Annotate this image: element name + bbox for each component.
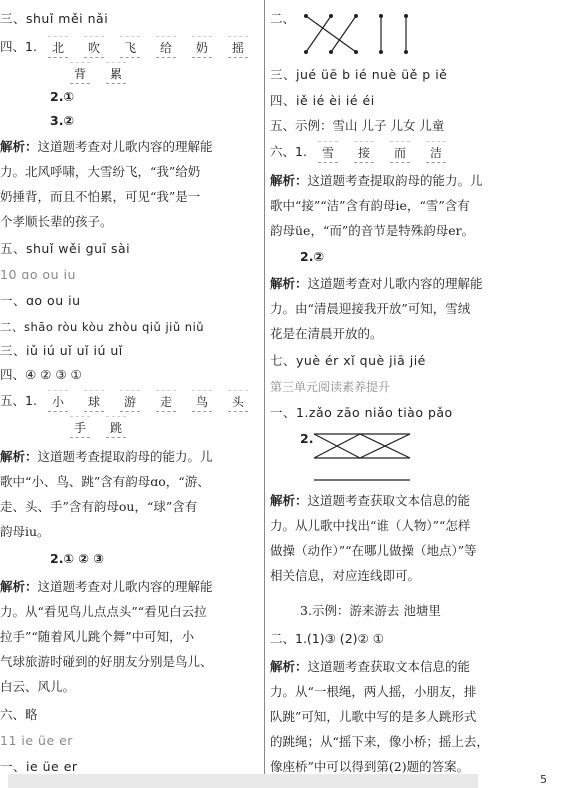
- char-box: 吹: [84, 36, 104, 58]
- column-divider: [264, 0, 265, 788]
- char-box: 北: [48, 36, 68, 58]
- lesson-11-answer-7: 七、yuè ér xǐ què jiā jié: [270, 353, 426, 368]
- analysis-2-line-4: 韵母iu。: [0, 524, 50, 539]
- unit-3-answer-1-1: 一、1.zǎo zāo niǎo tiào pǎo: [270, 405, 453, 420]
- analysis-7-line-1: 解析：这道题考查获取文本信息的能: [270, 659, 471, 674]
- char-box: 走: [156, 390, 176, 412]
- lesson-10-answer-4: 四、④ ② ③ ①: [0, 367, 82, 382]
- lesson-10-answer-1: 一、ɑo ou iu: [0, 293, 81, 308]
- lesson-11-answer-2-label: 二、: [270, 11, 296, 26]
- char-box: 鸟: [192, 390, 212, 412]
- matching-diagram-1: [296, 8, 416, 60]
- lesson-11-header: 11 ie üe er: [0, 733, 73, 748]
- lesson-10-answer-5-2: 2.① ② ③: [50, 551, 104, 566]
- char-box: 接: [354, 141, 374, 163]
- analysis-4-line-2: 歌中“接”“洁”含有韵母ie，“雪”含有: [270, 198, 470, 213]
- analysis-1-line-3: 奶捶背，而且不怕累，可见“我”是一: [0, 189, 201, 204]
- answer-4-2: 2.①: [50, 89, 75, 104]
- char-box-row-3: [48, 390, 264, 412]
- unit-3-section-header: 第三单元阅读素养提升: [270, 380, 391, 394]
- char-box-row-5: [318, 141, 462, 163]
- char-box: 小: [48, 390, 68, 412]
- analysis-6-line-4: 相关信息，对应连线即可。: [270, 568, 421, 583]
- lesson-10-header: 10 ɑo ou iu: [0, 267, 76, 282]
- lesson-11-answer-3: 三、jué üē b ié nuè üě p iě: [270, 67, 448, 82]
- char-box: 手: [70, 416, 90, 438]
- answer-5: 五、shuǐ wěi guī sài: [0, 241, 131, 256]
- char-box: 雪: [318, 141, 338, 163]
- analysis-2-line-3: 走、头、手”含有韵母ou，“球”含有: [0, 499, 198, 514]
- lesson-11-answer-6-2: 2.②: [300, 249, 325, 264]
- char-box: 游: [120, 390, 140, 412]
- analysis-7-line-2: 力。从“一根绳，两人摇，小朋友，排: [270, 684, 477, 699]
- char-box: 跳: [106, 416, 126, 438]
- lesson-10-answer-6: 六、略: [0, 707, 38, 722]
- char-box: 而: [390, 141, 410, 163]
- analysis-4-line-1: 解析：这道题考查提取韵母的能力。儿: [270, 173, 483, 188]
- answer-3: 三、shuǐ měi nǎi: [0, 11, 109, 26]
- char-box-row-4: [70, 416, 142, 438]
- char-box: 洁: [426, 141, 446, 163]
- analysis-3-line-3: 拉手”“随着风儿跳个舞”中可知，小: [0, 629, 195, 644]
- page-number: 5: [540, 773, 547, 786]
- unit-3-answer-1-2-label: 2.: [300, 431, 314, 446]
- analysis-1-line-1: 解析：这道题考查对儿歌内容的理解能: [0, 139, 213, 154]
- analysis-3-line-5: 白云、风儿。: [0, 679, 76, 694]
- char-box: 背: [70, 62, 90, 84]
- char-box: 球: [84, 390, 104, 412]
- lesson-10-answer-3: 三、iǔ iú uǐ uǐ iú uǐ: [0, 343, 123, 358]
- lesson-10-answer-5-prefix: 五、1.: [0, 393, 37, 408]
- bottom-bar: [8, 774, 478, 788]
- analysis-6-line-3: 做操（动作）”“在哪儿做操（地点）”等: [270, 543, 477, 558]
- analysis-7-line-4: 的跳绳；从“摇下来，像小桥；摇上去，: [270, 734, 489, 749]
- lesson-11-answer-6-prefix: 六、1.: [270, 144, 307, 159]
- lesson-11-answer-1: 一、ie üe er: [0, 759, 78, 774]
- analysis-5-line-1: 解析：这道题考查对儿歌内容的理解能: [270, 276, 483, 291]
- char-box-row-2: [70, 62, 142, 84]
- analysis-1-line-2: 力。北风呼啸，大雪纷飞，“我”给奶: [0, 164, 201, 179]
- analysis-6-line-1: 解析：这道题考查获取文本信息的能: [270, 493, 471, 508]
- analysis-7-line-3: 队跳”可知，儿歌中写的是多人跳形式: [270, 709, 477, 724]
- matching-diagram-2: [310, 428, 420, 484]
- char-box: 摇: [228, 36, 248, 58]
- char-box: 奶: [192, 36, 212, 58]
- answer-4-3: 3.②: [50, 113, 75, 128]
- analysis-3-line-2: 力。从“看见鸟儿点点头”“看见白云拉: [0, 604, 207, 619]
- unit-3-answer-2-1: 二、1.(1)③ (2)② ①: [270, 631, 384, 646]
- char-box: 给: [156, 36, 176, 58]
- analysis-1-line-4: 个孝顺长辈的孩子。: [0, 214, 113, 229]
- analysis-5-line-2: 力。由“清晨迎接我开放”可知，雪绒: [270, 301, 471, 316]
- char-box: 飞: [120, 36, 140, 58]
- analysis-3-line-4: 气球旅游时碰到的好朋友分别是鸟儿、: [0, 654, 213, 669]
- char-box: 头: [228, 390, 248, 412]
- analysis-4-line-3: 韵母üe，“而”的音节是特殊韵母er。: [270, 223, 475, 238]
- analysis-6-line-2: 力。从儿歌中找出“谁（人物）”“怎样: [270, 518, 471, 533]
- lesson-11-answer-5: 五、示例：雪山 儿子 儿女 儿童: [270, 118, 445, 133]
- char-box: 累: [106, 62, 126, 84]
- lesson-10-answer-2: 二、shāo ròu kòu zhòu qiǔ jiǔ niǔ: [0, 320, 205, 334]
- analysis-7-line-5: 像座桥”中可以得到第(2)题的答案。: [270, 759, 470, 774]
- analysis-2-line-1: 解析：这道题考查提取韵母的能力。儿: [0, 449, 213, 464]
- analysis-5-line-3: 花是在清晨开放的。: [270, 326, 383, 341]
- lesson-11-answer-4: 四、iě ié èi ié éi: [270, 93, 375, 108]
- answer-4-1-prefix: 四、1.: [0, 39, 37, 54]
- analysis-2-line-2: 歌中“小、鸟、跳”含有韵母ɑo，“游、: [0, 474, 210, 489]
- char-box-row-1: [48, 36, 264, 58]
- analysis-3-line-1: 解析：这道题考查对儿歌内容的理解能: [0, 579, 213, 594]
- unit-3-answer-1-3: 3.示例：游来游去 池塘里: [300, 603, 441, 618]
